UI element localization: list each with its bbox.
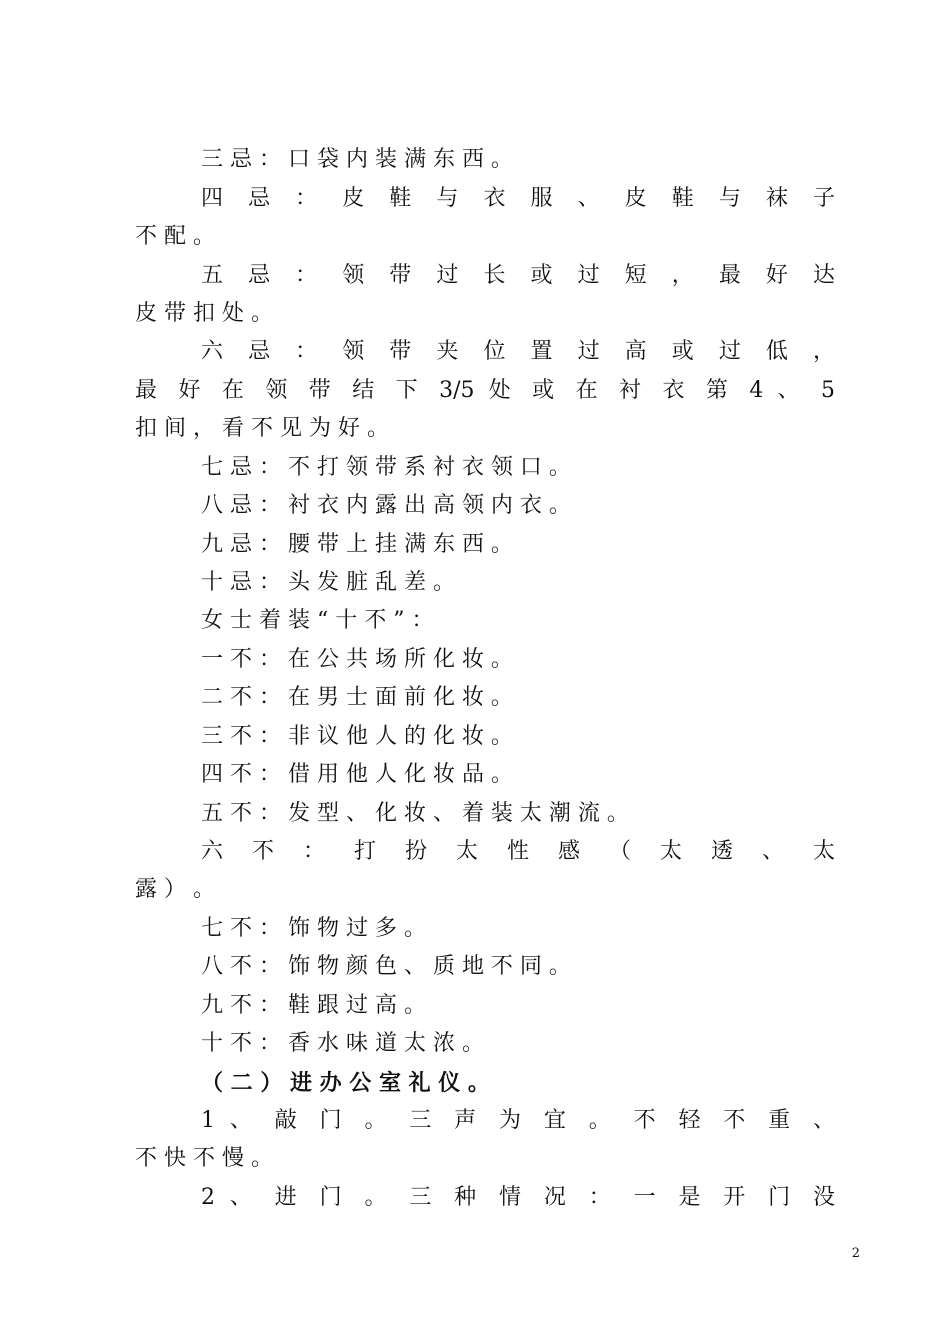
text-line: 十 忌 ： 头 发 脏 乱 差 。: [201, 570, 455, 595]
text-line: 十 不 ： 香 水 味 道 太 浓 。: [201, 1031, 484, 1056]
text-line: 扣 间 ， 看 不 见 为 好 。: [135, 416, 389, 441]
text-line: 一 不 ： 在 公 共 场 所 化 妆 。: [201, 647, 513, 672]
text-line: 七 不 ： 饰 物 过 多 。: [201, 916, 426, 941]
text-line: 四 不 ： 借 用 他 人 化 妆 品 。: [201, 762, 513, 787]
text-line: 皮 带 扣 处 。: [135, 301, 273, 326]
text-line: 八 不 ： 饰 物 颜 色 、 质 地 不 同 。: [201, 954, 571, 979]
text-line: 七 忌 ： 不 打 领 带 系 衬 衣 领 口 。: [201, 455, 571, 480]
text-line: 六 不 ： 打 扮 太 性 感 （ 太 透 、 太: [201, 839, 835, 864]
text-line: 五 不 ： 发 型 、 化 妆 、 着 装 太 潮 流 。: [201, 801, 629, 826]
text-line: 女 士 着 装 “ 十 不 ” ：: [201, 608, 434, 633]
text-line: 三 不 ： 非 议 他 人 的 化 妆 。: [201, 724, 513, 749]
page-number: 2: [851, 1246, 860, 1261]
text-line: 不 配 。: [135, 224, 215, 249]
text-line: 五 忌 ： 领 带 过 长 或 过 短 ， 最 好 达: [201, 263, 835, 288]
text-line: 1 、 敲 门 。 三 声 为 宜 。 不 轻 不 重 、: [201, 1108, 835, 1133]
text-line: 三 忌 ： 口 袋 内 装 满 东 西 。: [201, 147, 513, 172]
text-line: 2 、 进 门 。 三 种 情 况 ： 一 是 开 门 没: [201, 1185, 835, 1210]
text-line: 露 ） 。: [135, 877, 215, 902]
text-line: 六 忌 ： 领 带 夹 位 置 过 高 或 过 低 ，: [201, 339, 835, 364]
text-line: 九 不 ： 鞋 跟 过 高 。: [201, 993, 426, 1018]
text-line: 九 忌 ： 腰 带 上 挂 满 东 西 。: [201, 532, 513, 557]
section-heading: （ 二 ） 进 办 公 室 礼 仪 。: [201, 1070, 490, 1096]
text-line: 最 好 在 领 带 结 下 3/5 处 或 在 衬 衣 第 4 、 5: [135, 378, 835, 403]
text-line: 八 忌 ： 衬 衣 内 露 出 高 领 内 衣 。: [201, 493, 571, 518]
text-line: 四 忌 ： 皮 鞋 与 衣 服 、 皮 鞋 与 袜 子: [201, 186, 835, 211]
text-line: 二 不 ： 在 男 士 面 前 化 妆 。: [201, 685, 513, 710]
text-line: 不 快 不 慢 。: [135, 1146, 273, 1171]
